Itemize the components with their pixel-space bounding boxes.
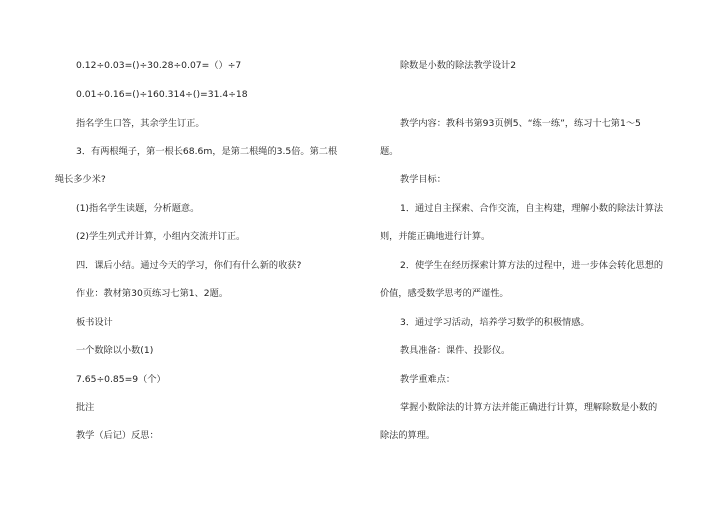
step-2-line: (2)学生列式并计算，小组内交流并订正。 — [76, 231, 246, 242]
equation-line-2: 0.01÷0.16=()÷160.314÷()=31.4÷18 — [76, 89, 248, 100]
instruction-line: 指名学生口答，其余学生订正。 — [76, 118, 205, 129]
equation-line-1: 0.12÷0.03=()÷30.28÷0.07=（）÷7 — [76, 60, 242, 71]
content-line-1: 教学内容：教科书第93页例5、“练一练”，练习十七第1～5 — [400, 118, 641, 129]
goal-2-line-1: 2．使学生在经历探索计算方法的过程中，进一步体会转化思想的 — [400, 260, 664, 271]
goals-heading: 教学目标： — [400, 174, 446, 185]
board-title-line: 一个数除以小数(1) — [76, 345, 154, 356]
board-example-line: 7.65÷0.85=9（个） — [76, 374, 166, 385]
content-line-2: 题。 — [380, 146, 399, 157]
key-points-line-1: 掌握小数除法的计算方法并能正确进行计算，理解除数是小数的 — [400, 402, 658, 413]
board-design-heading: 板书设计 — [76, 317, 113, 328]
design-title: 除数是小数的除法教学设计2 — [400, 60, 517, 71]
goal-3-line: 3．通过学习活动，培养学习数学的积极情感。 — [400, 317, 590, 328]
goal-1-line-2: 则，并能正确地进行计算。 — [380, 231, 491, 242]
key-points-line-2: 除法的算理。 — [380, 430, 436, 441]
problem-3-line-1: 3．有两根绳子，第一根长68.6m，是第二根绳的3.5倍。第二根 — [76, 146, 338, 157]
key-points-heading: 教学重难点： — [400, 374, 456, 385]
reflection-heading: 教学（后记）反思： — [76, 430, 159, 441]
homework-line: 作业：教材第30页练习七第1、2题。 — [76, 288, 229, 299]
goal-1-line-1: 1．通过自主探索、合作交流，自主构建，理解小数的除法计算法 — [400, 203, 664, 214]
materials-line: 教具准备：课件、投影仪。 — [400, 345, 511, 356]
problem-3-line-2: 绳长多少米? — [55, 174, 106, 185]
goal-2-line-2: 价值，感受数学思考的严谨性。 — [380, 288, 509, 299]
step-1-line: (1)指名学生读题，分析题意。 — [76, 203, 200, 214]
summary-line: 四．课后小结。通过今天的学习，你们有什么新的收获? — [76, 260, 302, 271]
annotation-heading: 批注 — [76, 402, 95, 413]
